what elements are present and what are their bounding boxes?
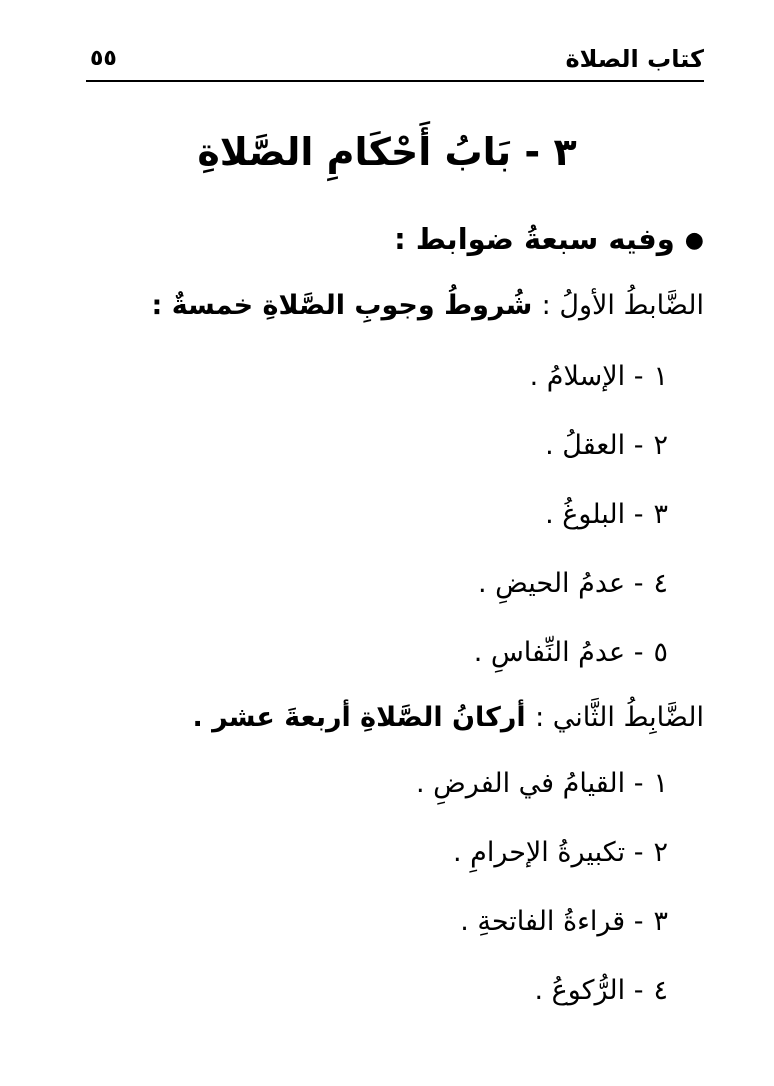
list-item: [545, 421, 668, 471]
item-text: البلوغُ .: [545, 499, 626, 530]
section-title: شُروطُ وجوبِ الصَّلاةِ خمسةٌ :: [151, 290, 533, 321]
item-text: الرُّكوعُ .: [534, 975, 626, 1006]
list-item: [534, 966, 668, 1016]
item-text: قراءةُ الفاتحةِ .: [460, 906, 626, 937]
item-text: عدمُ الحيضِ .: [478, 568, 626, 599]
item-number: ٤: [653, 568, 668, 599]
item-dash: -: [625, 361, 644, 392]
item-dash: -: [625, 975, 644, 1006]
intro-text: وفيه سبعةُ ضوابط :: [394, 222, 675, 256]
bullet-icon: ●: [684, 228, 704, 253]
item-dash: -: [625, 837, 644, 868]
chapter-title: بَابُ أَحْكَامِ الصَّلاةِ: [197, 130, 512, 174]
chapter-dash: -: [511, 130, 541, 174]
item-text: تكبيرةُ الإحرامِ .: [452, 837, 626, 868]
section-label: الضَّابِطُ الثَّاني :: [535, 702, 704, 733]
item-number: ٥: [653, 637, 668, 668]
list-item: [453, 828, 668, 878]
item-text: العقلُ .: [545, 430, 626, 461]
list-item: [474, 628, 668, 678]
section-heading: [192, 693, 704, 743]
item-text: الإسلامُ .: [529, 361, 626, 392]
item-dash: -: [625, 568, 644, 599]
item-number: ٢: [653, 837, 668, 868]
item-dash: -: [625, 637, 644, 668]
item-number: ٢: [653, 430, 668, 461]
item-number: ٤: [653, 975, 668, 1006]
chapter-number: ٣: [553, 130, 577, 174]
item-number: ٣: [653, 906, 668, 937]
section-label: الضَّابطُ الأولُ :: [541, 290, 704, 321]
section-title: أركانُ الصَّلاةِ أربعةَ عشر .: [192, 702, 526, 733]
page-header: [86, 40, 704, 82]
list-item: [478, 559, 668, 609]
item-number: ١: [653, 361, 668, 392]
section-heading: [152, 281, 704, 331]
chapter-heading: [0, 122, 774, 182]
running-header-title: كتاب الصلاة: [565, 45, 704, 73]
item-dash: -: [625, 430, 644, 461]
list-item: [460, 897, 668, 947]
item-dash: -: [625, 906, 644, 937]
item-text: عدمُ النِّفاسِ .: [473, 637, 626, 668]
item-text: القيامُ في الفرضِ .: [416, 768, 626, 799]
list-item: [416, 759, 668, 809]
list-item: [545, 490, 668, 540]
item-number: ٣: [653, 499, 668, 530]
list-item: [530, 352, 668, 402]
item-dash: -: [625, 768, 644, 799]
item-number: ١: [653, 768, 668, 799]
page-number: ٥٥: [90, 46, 117, 71]
intro-line: [394, 214, 704, 266]
item-dash: -: [625, 499, 644, 530]
